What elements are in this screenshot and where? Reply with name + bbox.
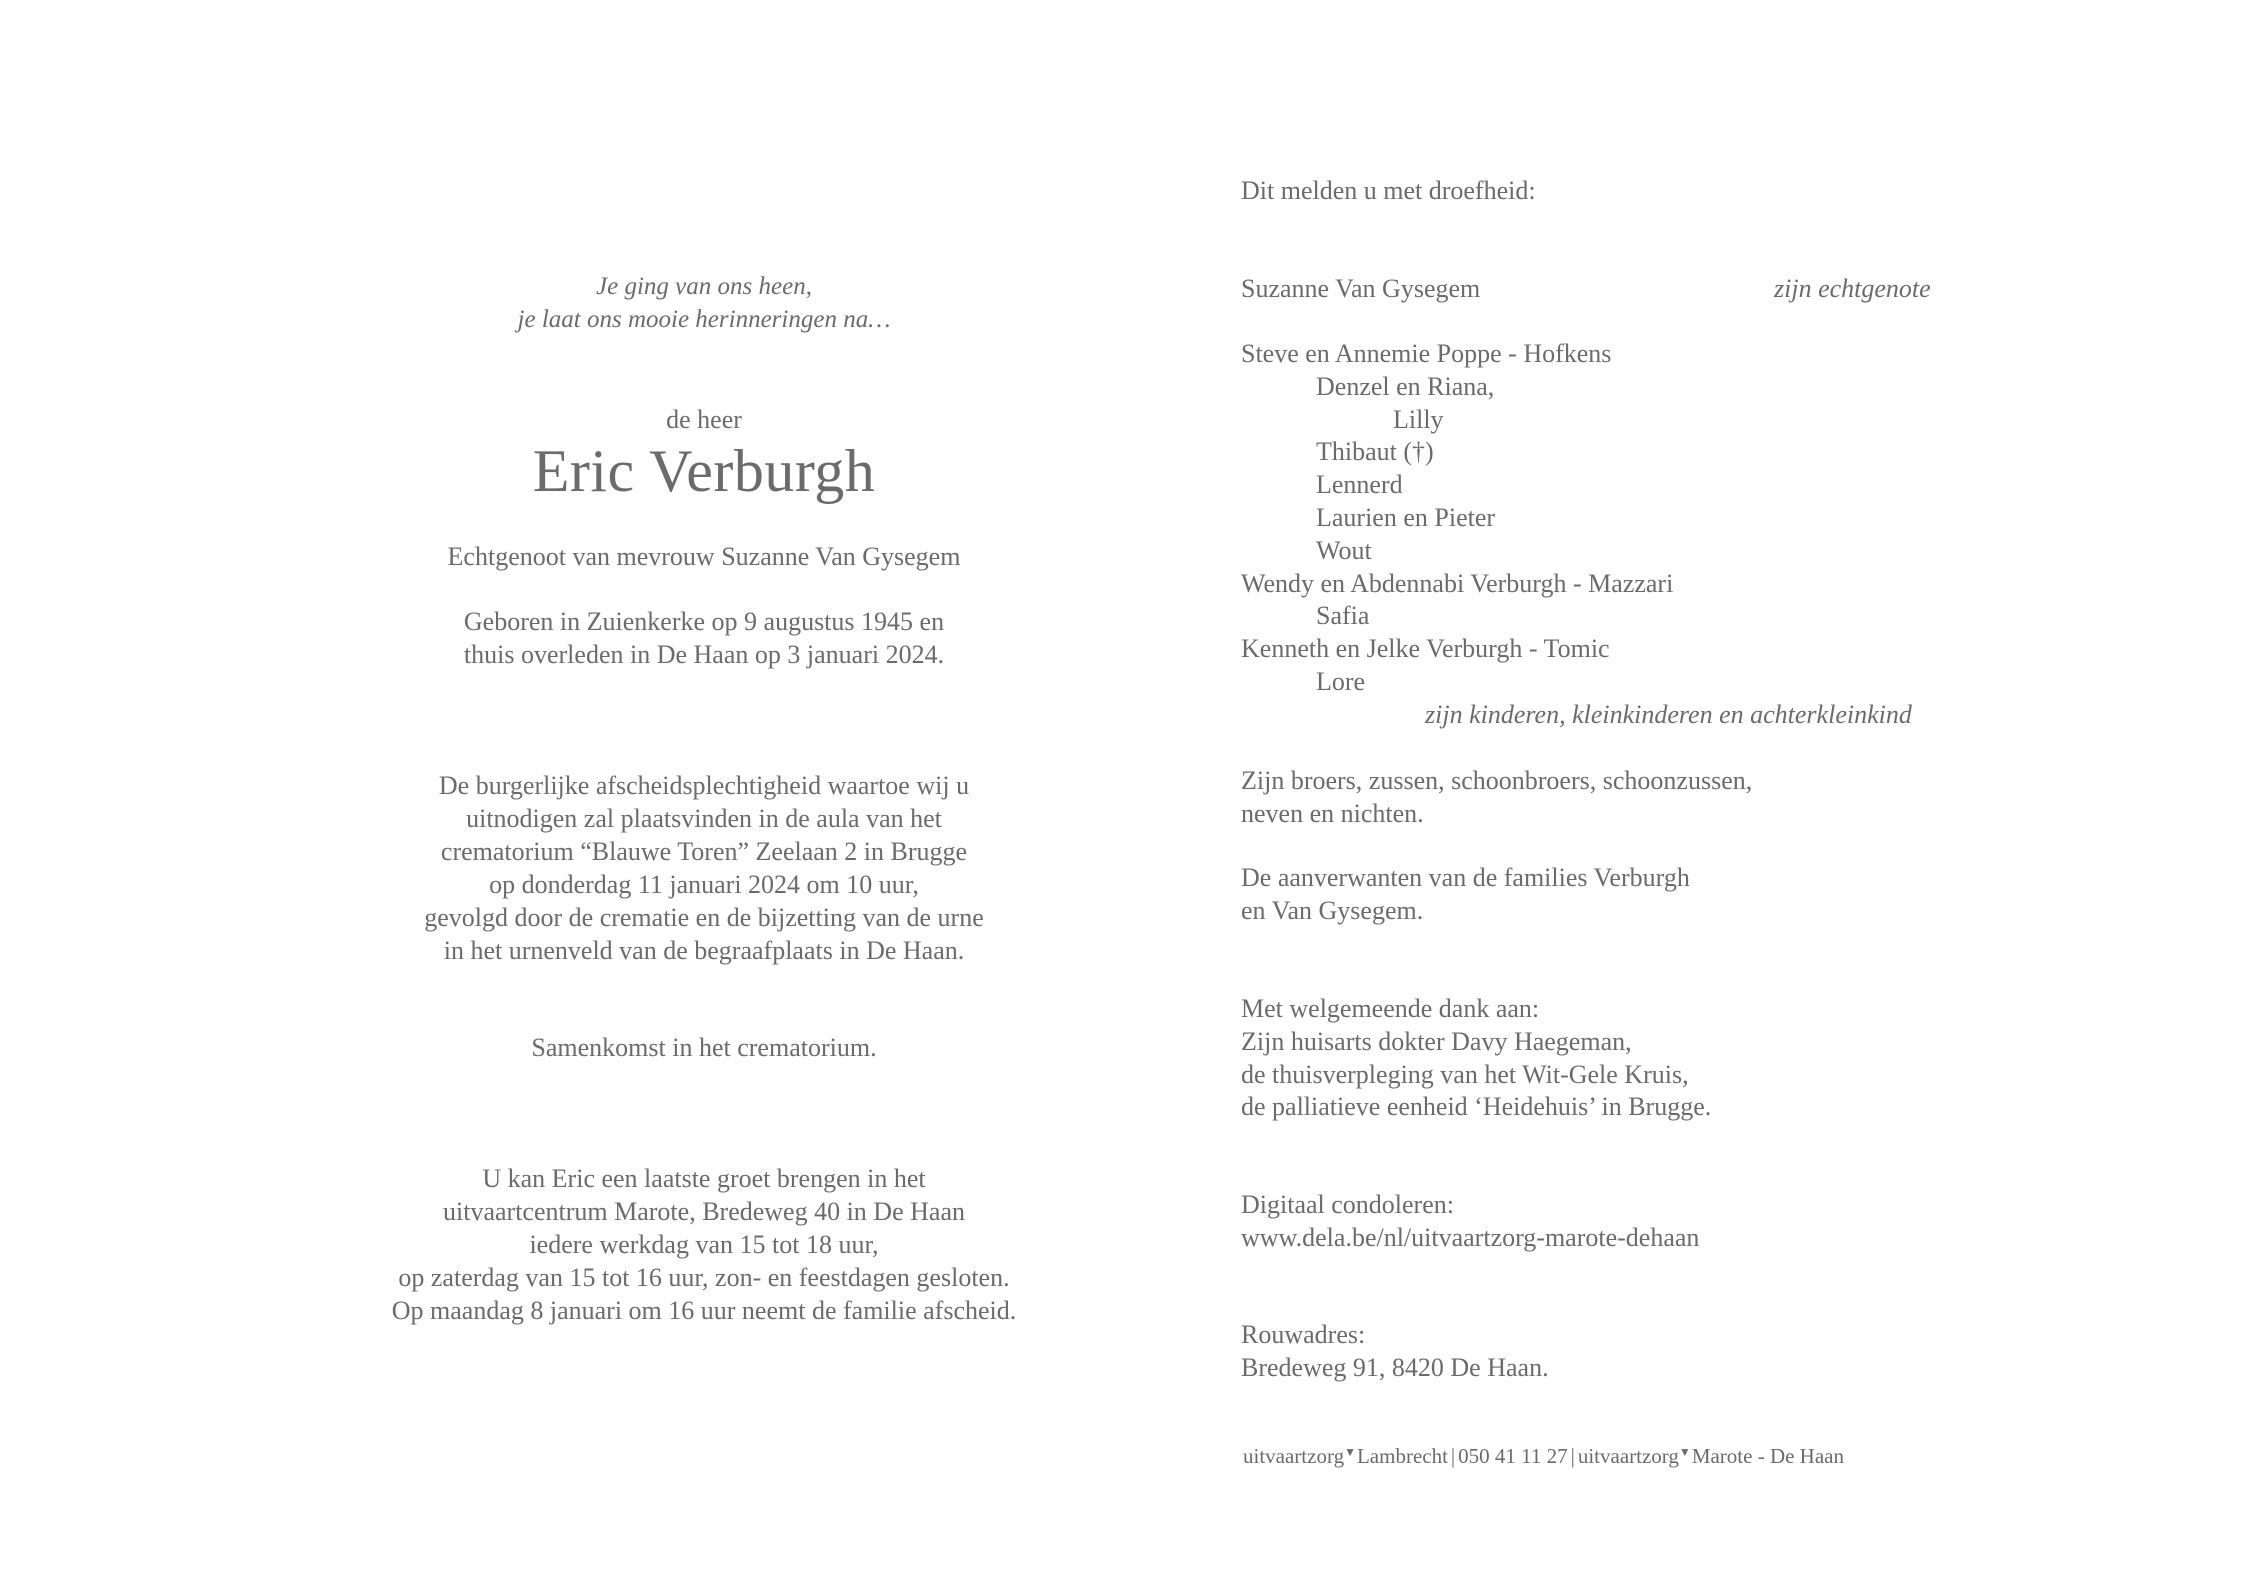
- birth-line: Geboren in Zuienkerke op 9 augustus 1945 en: [463, 607, 945, 636]
- footer-separator: |: [1570, 1444, 1575, 1468]
- condolence-label: Digitaal condoleren:: [1241, 1190, 1454, 1219]
- thanks-line: de thuisverpleging van het Wit-Gele Kruis,: [1241, 1060, 1689, 1089]
- visitation-line: U kan Eric een laatste groet brengen in het: [482, 1164, 926, 1193]
- memorial-quote: [304, 270, 1104, 336]
- visitation-line: iedere werkdag van 15 tot 18 uur,: [529, 1230, 879, 1259]
- condolence-link[interactable]: www.dela.be/nl/uitvaartzorg-marote-dehaan: [1241, 1223, 1700, 1252]
- family-relation: zijn kinderen, kleinkinderen en achterkleinkind: [1425, 700, 1912, 729]
- visitation-line: uitvaartcentrum Marote, Bredeweg 40 in De Haan: [443, 1197, 965, 1226]
- relatives-line: en Van Gysegem.: [1241, 896, 1424, 925]
- family-member: Lilly: [1393, 405, 1444, 434]
- spouse-name: Suzanne Van Gysegem: [1241, 274, 1481, 303]
- family-member: Safia: [1316, 601, 1370, 630]
- quote-line-1: Je ging van ons heen,: [596, 273, 812, 300]
- gathering-info: Samenkomst in het crematorium.: [531, 1033, 877, 1062]
- family-member: Thibaut (†): [1316, 437, 1434, 466]
- relatives-line: De aanverwanten van de families Verburgh: [1241, 863, 1690, 892]
- ceremony-line: op donderdag 11 januari 2024 om 10 uur,: [489, 870, 919, 899]
- footer-name-1: Lambrecht: [1356, 1444, 1448, 1468]
- ceremony-info: [304, 769, 1104, 967]
- intro-line: Dit melden u met droefheid:: [1241, 176, 1536, 205]
- ceremony-line: De burgerlijke afscheidsplechtigheid waartoe wij u: [438, 771, 970, 800]
- address-label: Rouwadres:: [1241, 1320, 1366, 1349]
- triangle-marker-icon: ▼: [1344, 1445, 1356, 1459]
- death-line: thuis overleden in De Haan op 3 januari 2024.: [463, 640, 945, 669]
- siblings-line: neven en nichten.: [1241, 799, 1424, 828]
- family-member: Wendy en Abdennabi Verburgh - Mazzari: [1241, 569, 1674, 598]
- family-member: Lennerd: [1316, 470, 1403, 499]
- family-member: Kenneth en Jelke Verburgh - Tomic: [1241, 634, 1610, 663]
- visitation-line: op zaterdag van 15 tot 16 uur, zon- en feestdagen gesloten.: [398, 1263, 1010, 1292]
- deceased-name: Eric Verburgh: [532, 438, 876, 504]
- footer-brand-1: uitvaartzorg: [1243, 1444, 1345, 1468]
- spouse-relation: zijn echtgenote: [1774, 274, 1931, 303]
- family-member: Steve en Annemie Poppe - Hofkens: [1241, 339, 1612, 368]
- spouse-line: Echtgenoot van mevrouw Suzanne Van Gysegem: [447, 542, 961, 571]
- birth-death-info: [304, 605, 1104, 671]
- thanks-line: de palliatieve eenheid ‘Heidehuis’ in Brugge.: [1241, 1092, 1712, 1121]
- footer-name-2: Marote - De Haan: [1691, 1444, 1844, 1468]
- thanks-line: Met welgemeende dank aan:: [1241, 994, 1540, 1023]
- triangle-marker-icon: ▼: [1678, 1445, 1691, 1459]
- family-member: Lore: [1316, 667, 1366, 696]
- family-member: Laurien en Pieter: [1316, 503, 1496, 532]
- honorific: de heer: [666, 405, 742, 434]
- funeral-home-footer: [1243, 1439, 1844, 1469]
- ceremony-line: in het urnenveld van de begraafplaats in De Haan.: [443, 936, 965, 965]
- visitation-line: Op maandag 8 januari om 16 uur neemt de familie afscheid.: [391, 1296, 1017, 1325]
- family-member: Denzel en Riana,: [1316, 372, 1495, 401]
- footer-brand-2: uitvaartzorg: [1577, 1444, 1679, 1468]
- thanks-line: Zijn huisarts dokter Davy Haegeman,: [1241, 1027, 1632, 1056]
- siblings-line: Zijn broers, zussen, schoonbroers, schoonzussen,: [1241, 766, 1753, 795]
- address-value: Bredeweg 91, 8420 De Haan.: [1241, 1353, 1549, 1382]
- family-member: Wout: [1316, 536, 1372, 565]
- ceremony-line: crematorium “Blauwe Toren” Zeelaan 2 in Brugge: [440, 837, 968, 866]
- visitation-info: [304, 1162, 1104, 1327]
- ceremony-line: gevolgd door de crematie en de bijzetting van de urne: [424, 903, 984, 932]
- footer-phone: 050 41 11 27: [1458, 1444, 1568, 1468]
- quote-line-2: je laat ons mooie herinneringen na…: [517, 306, 891, 333]
- footer-separator: |: [1450, 1444, 1456, 1468]
- ceremony-line: uitnodigen zal plaatsvinden in de aula van het: [466, 804, 942, 833]
